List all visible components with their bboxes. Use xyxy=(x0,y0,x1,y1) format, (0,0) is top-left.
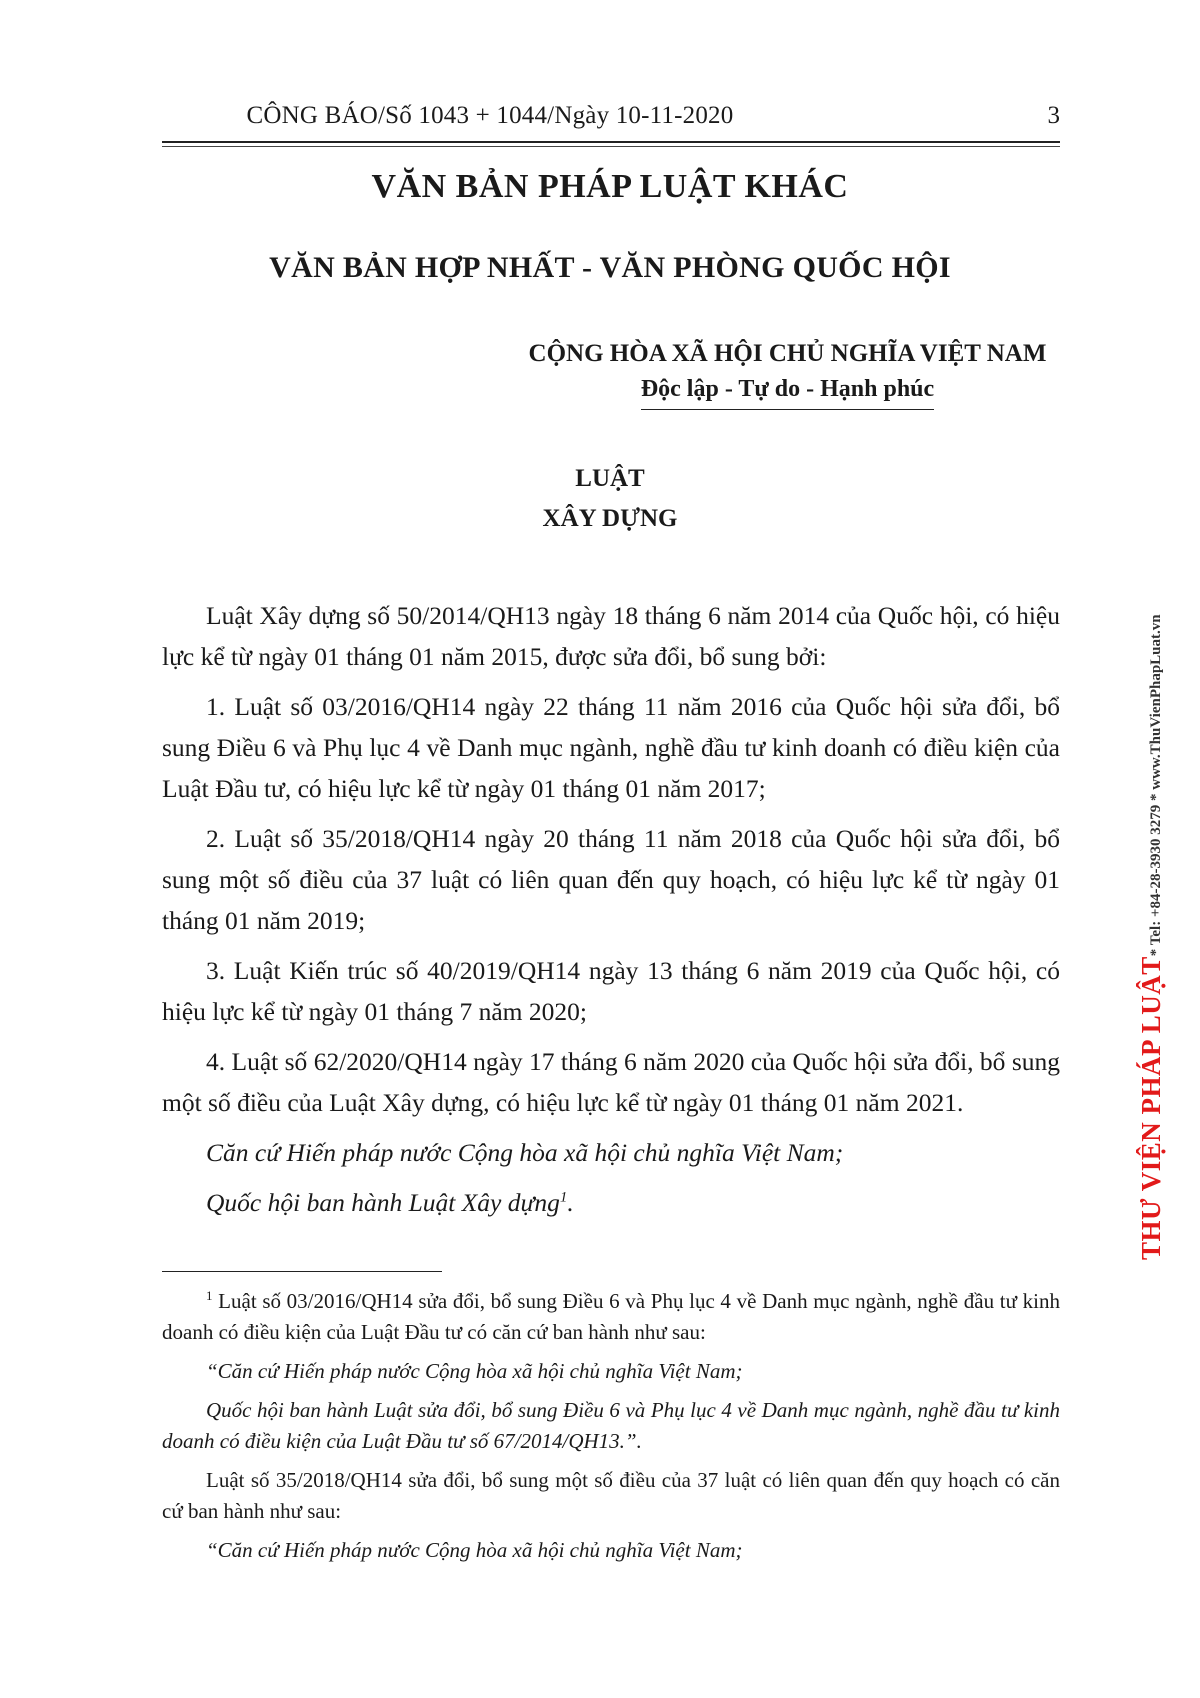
law-name: XÂY DỰNG xyxy=(542,505,678,532)
watermark-text xyxy=(1136,614,1167,1260)
enactment-clause xyxy=(162,1182,1060,1223)
national-title: CỘNG HÒA XÃ HỘI CHỦ NGHĨA VIỆT NAM xyxy=(528,340,1047,367)
footnote-quote-basis: “Căn cứ Hiến pháp nước Cộng hòa xã hội chủ nghĩa Việt Nam; xyxy=(206,1359,743,1383)
intro-paragraph: Luật Xây dựng số 50/2014/QH13 ngày 18 tháng 6 năm 2014 của Quốc hội, có hiệu lực kể từ ngày 01 tháng 01 năm 2015, được sửa đổi, bổ sung bởi: xyxy=(162,601,1060,671)
footnotes xyxy=(162,1286,1060,1574)
header-divider-thin xyxy=(162,146,1060,147)
page-number: 3 xyxy=(1047,102,1060,129)
footnote-1-text: Luật số 03/2016/QH14 sửa đổi, bổ sung Điều 6 và Phụ lục 4 về Danh mục ngành, nghề đầu tư kinh doanh có điều kiện của Luật Đầu tư có căn cứ ban hành như sau: xyxy=(162,1289,1060,1344)
watermark-contact: * Tel: +84-28-3930 3279 * www.ThuVienPhapLuat.vn xyxy=(1148,614,1164,957)
footnote-number: 1 xyxy=(206,1288,213,1303)
enactment-period: . xyxy=(567,1188,574,1217)
amendment-item-3: 3. Luật Kiến trúc số 40/2019/QH14 ngày 13 tháng 6 năm 2019 của Quốc hội, có hiệu lực kể từ ngày 01 tháng 7 năm 2020; xyxy=(162,956,1060,1026)
gazette-header: CÔNG BÁO/Số 1043 + 1044/Ngày 10-11-2020 xyxy=(246,102,734,129)
amendment-item-4: 4. Luật số 62/2020/QH14 ngày 17 tháng 6 năm 2020 của Quốc hội sửa đổi, bổ sung một số điều của Luật Xây dựng, có hiệu lực kể từ ngày 01 tháng 01 năm 2021. xyxy=(162,1047,1060,1117)
footnote-quote-enact: Quốc hội ban hành Luật sửa đổi, bổ sung Điều 6 và Phụ lục 4 về Danh mục ngành, nghề đầu tư kinh doanh có điều kiện của Luật Đầu tư số 67/2014/QH13.”. xyxy=(162,1398,1060,1453)
section-subtitle: VĂN BẢN HỢP NHẤT - VĂN PHÒNG QUỐC HỘI xyxy=(269,251,951,284)
footnote-1 xyxy=(162,1286,1060,1348)
motto-block xyxy=(520,376,1055,410)
watermark-brand: THƯ VIỆN PHÁP LUẬT xyxy=(1136,956,1166,1260)
header-divider xyxy=(162,141,1060,143)
document-body xyxy=(162,595,1060,1232)
footnote-2-text: Luật số 35/2018/QH14 sửa đổi, bổ sung một số điều của 37 luật có liên quan đến quy hoạch có căn cứ ban hành như sau: xyxy=(162,1468,1060,1523)
legal-basis: Căn cứ Hiến pháp nước Cộng hòa xã hội chủ nghĩa Việt Nam; xyxy=(206,1138,844,1167)
footnote-quote-basis-2: “Căn cứ Hiến pháp nước Cộng hòa xã hội chủ nghĩa Việt Nam; xyxy=(206,1538,743,1562)
amendment-item-1: 1. Luật số 03/2016/QH14 ngày 22 tháng 11 năm 2016 của Quốc hội sửa đổi, bổ sung Điều 6 và Phụ lục 4 về Danh mục ngành, nghề đầu tư kinh doanh có điều kiện của Luật Đầu tư, có hiệu lực kể từ ngày 01 tháng 01 năm 2017; xyxy=(162,692,1060,803)
law-label: LUẬT xyxy=(575,465,645,492)
footnote-divider xyxy=(162,1271,442,1272)
enactment-text: Quốc hội ban hành Luật Xây dựng xyxy=(206,1188,560,1217)
amendment-item-2: 2. Luật số 35/2018/QH14 ngày 20 tháng 11 năm 2018 của Quốc hội sửa đổi, bổ sung một số điều của 37 luật có liên quan đến quy hoạch, có hiệu lực kể từ ngày 01 tháng 01 năm 2019; xyxy=(162,824,1060,935)
section-title: VĂN BẢN PHÁP LUẬT KHÁC xyxy=(371,168,849,205)
national-motto: Độc lập - Tự do - Hạnh phúc xyxy=(641,376,934,410)
footnote-reference[interactable]: 1 xyxy=(559,1189,568,1206)
